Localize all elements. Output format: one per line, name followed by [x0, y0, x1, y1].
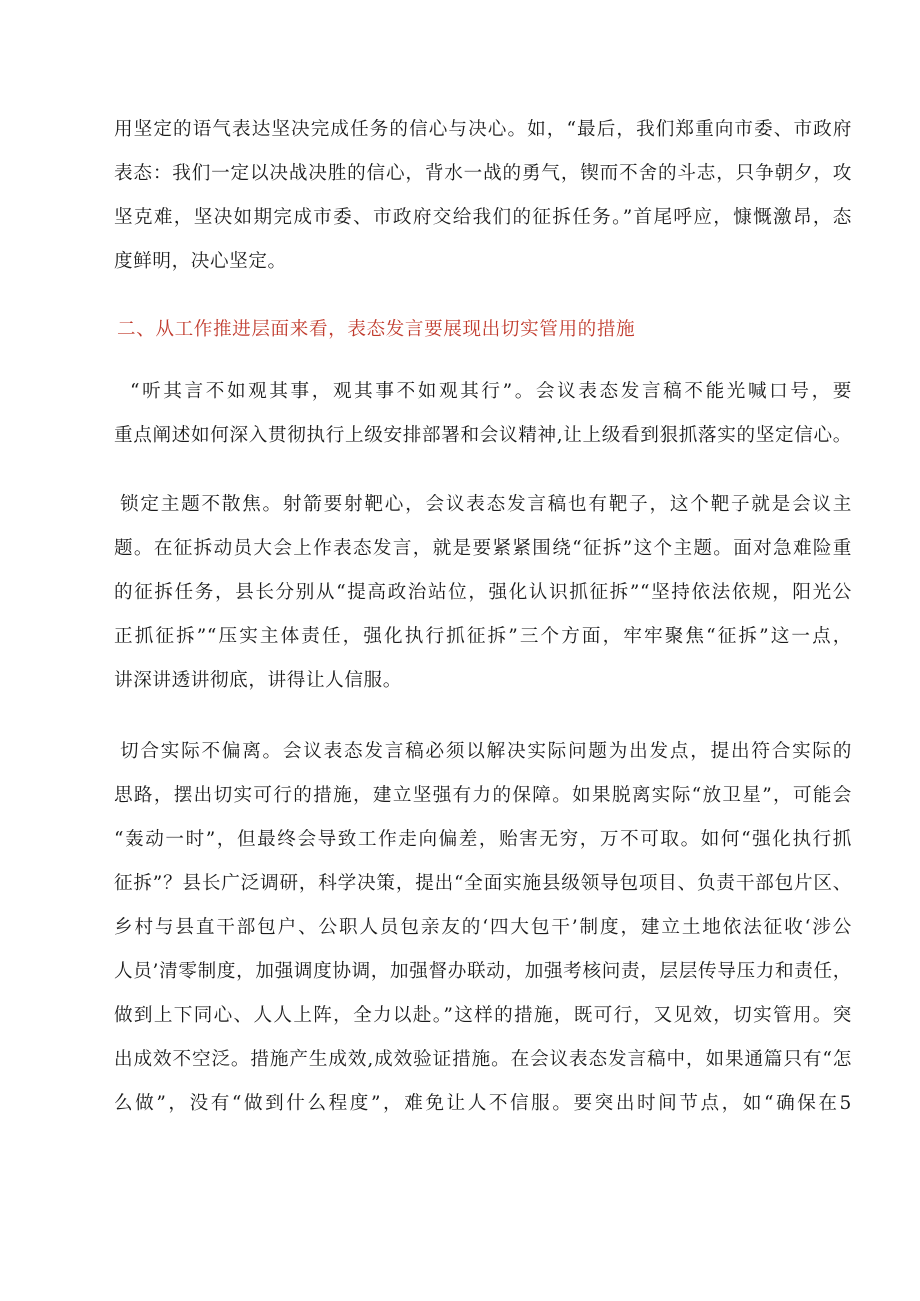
- text-line: 的征拆任务，县长分别从“提高政治站位，强化认识抓征拆”“坚持依法依规，阳光公: [114, 582, 852, 603]
- text-line: 出成效不空泛。措施产生成效,成效验证措施。在会议表态发言稿中，如果通篇只有“怎: [114, 1049, 852, 1070]
- text-line: 重点阐述如何深入贯彻执行上级安排部署和会议精神,让上级看到狠抓落实的坚定信心。: [114, 425, 852, 446]
- text-line: 题。在征拆动员大会上作表态发言，就是要紧紧围绕“征拆”这个主题。面对急难险重: [114, 538, 852, 559]
- text-line: 用坚定的语气表达坚决完成任务的信心与决心。如，“最后，我们郑重向市委、市政府: [114, 119, 852, 140]
- text-line: 讲深讲透讲彻底，讲得让人信服。: [114, 670, 402, 691]
- text-line: 切合实际不偏离。会议表态发言稿必须以解决实际问题为出发点，提出符合实际的: [120, 741, 852, 762]
- text-line: “听其言不如观其事，观其事不如观其行”。会议表态发言稿不能光喊口号，要: [130, 381, 852, 402]
- text-line: 做到上下同心、人人上阵，全力以赴。”这样的措施，既可行，又见效，切实管用。突: [114, 1005, 852, 1026]
- text-line: 度鲜明，决心坚定。: [114, 251, 287, 272]
- text-line: 人员’清零制度，加强调度协调，加强督办联动，加强考核问责，层层传导压力和责任，: [114, 961, 852, 982]
- text-line: 坚克难，坚决如期完成市委、市政府交给我们的征拆任务。”首尾呼应，慷慨激昂，态: [114, 207, 852, 228]
- text-line: “轰动一时”，但最终会导致工作走向偏差，贻害无穷，万不可取。如何“强化执行抓: [114, 829, 852, 850]
- text-line: 思路，摆出切实可行的措施，建立坚强有力的保障。如果脱离实际“放卫星”，可能会: [114, 785, 852, 806]
- text-line: 表态：我们一定以决战决胜的信心，背水一战的勇气，锲而不舍的斗志，只争朝夕，攻: [114, 163, 852, 184]
- text-line: 么做”，没有“做到什么程度”，难免让人不信服。要突出时间节点，如“确保在5: [114, 1093, 852, 1114]
- text-line: 正抓征拆”“压实主体责任，强化执行抓征拆”三个方面，牢牢聚焦“征拆”这一点，: [114, 626, 852, 647]
- text-line: 乡村与县直干部包户、公职人员包亲友的‘四大包干’制度，建立土地依法征收‘涉公: [114, 917, 852, 938]
- text-line: 征拆”？县长广泛调研，科学决策，提出“全面实施县级领导包项目、负责干部包片区、: [114, 873, 852, 894]
- section-heading: 二、从工作推进层面来看，表态发言要展现出切实管用的措施: [117, 319, 636, 340]
- text-line: 锁定主题不散焦。射箭要射靶心，会议表态发言稿也有靶子，这个靶子就是会议主: [120, 494, 852, 515]
